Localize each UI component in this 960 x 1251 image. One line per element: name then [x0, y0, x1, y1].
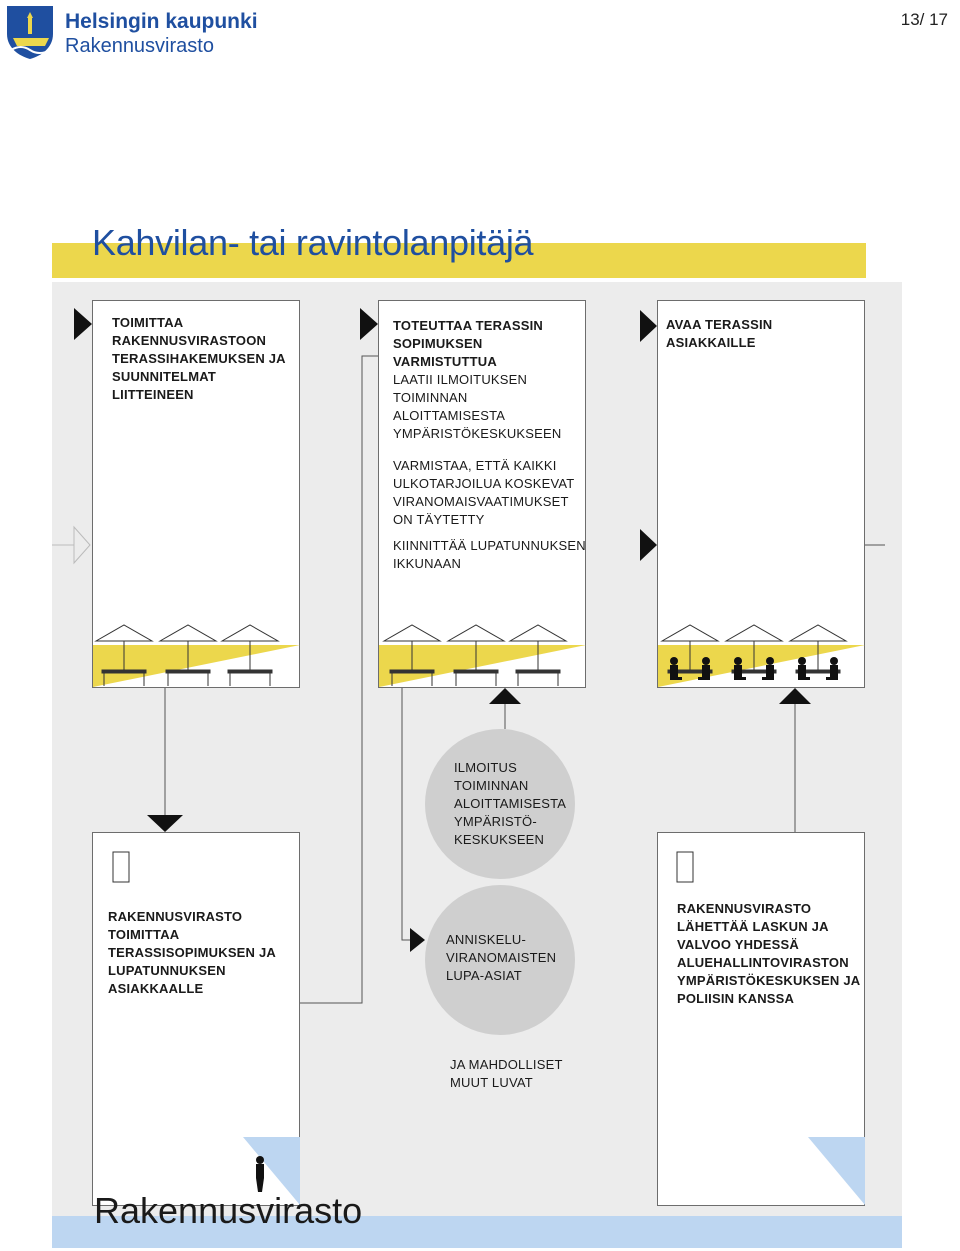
page-title: Kahvilan- tai ravintolanpitäjä — [92, 222, 534, 263]
p3-line: AVAA TERASSIN — [666, 317, 773, 332]
arrow-right-icon-1 — [74, 308, 92, 340]
p5-line: YMPÄRISTÖKESKUKSEN JA — [677, 973, 861, 988]
p4-line: RAKENNUSVIRASTO — [108, 909, 243, 924]
circle-1-text — [454, 759, 566, 849]
p2b-line: VIRANOMAISVAATIMUKSET — [393, 494, 569, 509]
arrow-right-icon-4 — [640, 529, 657, 561]
c1-line: YMPÄRISTÖ- — [454, 814, 537, 829]
panel-3-text — [666, 316, 772, 352]
logo-department-name: Rakennusvirasto — [65, 35, 214, 57]
p3-line: ASIAKKAILLE — [666, 335, 756, 350]
footer-title: Rakennusvirasto — [94, 1190, 363, 1231]
circle-2-text — [446, 931, 556, 985]
arrow-up-icon-1 — [489, 688, 521, 704]
arrow-outline-icon — [74, 527, 90, 563]
p2-bold-line: VARMISTUTTUA — [393, 354, 497, 369]
c2-line: LUPA-ASIAT — [446, 968, 522, 983]
extra-line: JA MAHDOLLISET — [450, 1057, 563, 1072]
p5-line: VALVOO YHDESSÄ — [677, 937, 799, 952]
p2-bold-line: TOTEUTTAA TERASSIN — [393, 318, 543, 333]
panel-2-text — [393, 317, 562, 443]
c2-line: VIRANOMAISTEN — [446, 950, 557, 965]
arrow-right-icon-3 — [640, 310, 657, 342]
p4-line: TERASSISOPIMUKSEN JA — [108, 945, 276, 960]
p2-line: ALOITTAMISESTA — [393, 408, 506, 423]
p2c-line: KIINNITTÄÄ LUPATUNNUKSEN — [393, 538, 586, 553]
c1-line: TOIMINNAN — [454, 778, 529, 793]
p2-line: YMPÄRISTÖKESKUKSEEN — [393, 426, 562, 441]
document-icon-2 — [677, 852, 693, 882]
arrow-up-icon-2 — [779, 688, 811, 704]
p2-line: LAATII ILMOITUKSEN — [393, 372, 528, 387]
arrow-down-icon — [147, 815, 183, 832]
p4-line: LUPATUNNUKSEN — [108, 963, 226, 978]
c1-line: ILMOITUS — [454, 760, 517, 775]
walking-person-icon — [256, 1156, 264, 1192]
p4-line: TOIMITTAA — [108, 927, 180, 942]
p2c-line: IKKUNAAN — [393, 556, 462, 571]
yellow-wedge-2 — [379, 645, 586, 687]
p1-line: LIITTEINEEN — [112, 387, 194, 402]
logo-city-name: Helsingin kaupunki — [65, 10, 258, 33]
p4-line: ASIAKKAALLE — [108, 981, 204, 996]
panel-2-text-c — [393, 537, 586, 573]
p2-line: TOIMINNAN — [393, 390, 468, 405]
c1-line: ALOITTAMISESTA — [454, 796, 567, 811]
p2b-line: VARMISTAA, ETTÄ KAIKKI — [393, 458, 557, 473]
panel-2-text-b — [393, 457, 574, 529]
arrow-right-icon-2 — [360, 308, 378, 340]
p5-line: LÄHETTÄÄ LASKUN JA — [677, 919, 829, 934]
p5-line: ALUEHALLINTOVIRASTON — [677, 955, 849, 970]
p5-line: RAKENNUSVIRASTO — [677, 901, 812, 916]
blue-fold-2 — [808, 1137, 865, 1205]
p1-line: TOIMITTAA — [112, 315, 184, 330]
panel-5-text — [677, 900, 860, 1008]
arrow-right-icon-5 — [410, 928, 425, 952]
umbrella-group-3 — [662, 625, 846, 673]
page-number: 13/ 17 — [900, 10, 948, 29]
panel-1-text — [112, 314, 286, 404]
p2b-line: ON TÄYTETTY — [393, 512, 485, 527]
panel-4-text — [108, 908, 276, 998]
p5-line: POLIISIN KANSSA — [677, 991, 795, 1006]
p2b-line: ULKOTARJOILUA KOSKEVAT — [393, 476, 575, 491]
document-icon-1 — [113, 852, 129, 882]
p1-line: RAKENNUSVIRASTOON — [112, 333, 267, 348]
c2-line: ANNISKELU- — [446, 932, 527, 947]
p2-bold-line: SOPIMUKSEN — [393, 336, 483, 351]
p1-line: SUUNNITELMAT — [112, 369, 216, 384]
c1-line: KESKUKSEEN — [454, 832, 545, 847]
extra-permits-text — [450, 1056, 563, 1092]
p1-line: TERASSIHAKEMUKSEN JA — [112, 351, 286, 366]
extra-line: MUUT LUVAT — [450, 1075, 533, 1090]
